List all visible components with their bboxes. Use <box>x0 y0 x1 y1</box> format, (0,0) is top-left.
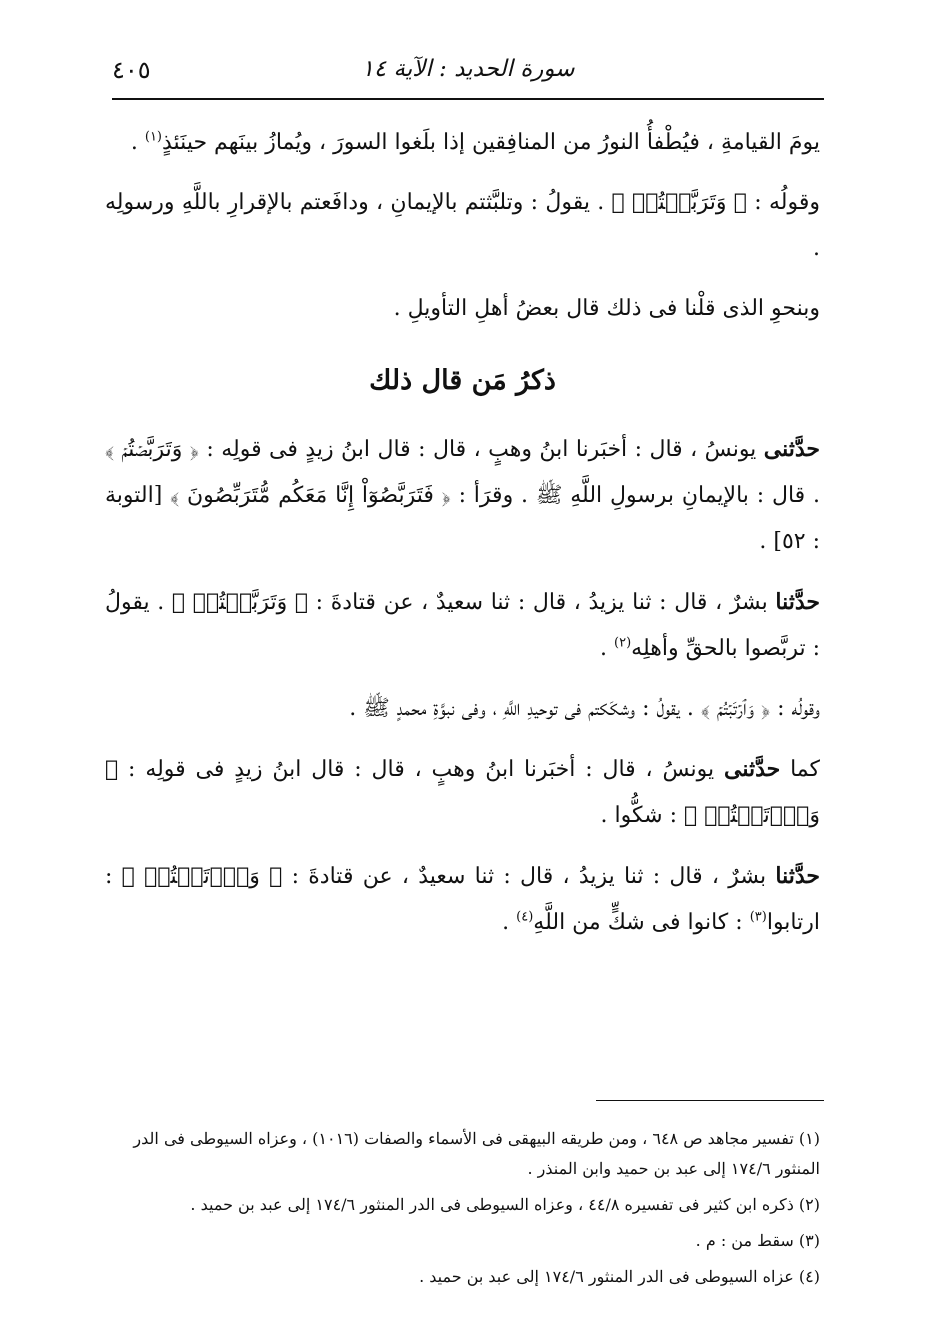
footnote-marker-3: (٣) <box>749 909 767 925</box>
footnote-1: (١) تفسير مجاهد ص ٦٤٨ ، ومن طريقه البيهقى فى الأسماء والصفات (١٠١٦) ، وعزاه السيوطى فى الدر المنثور ١٧٤/٦ إلى عبد بن حميد وابن المنذر . <box>133 1129 820 1178</box>
footnote-marker-4: (٤) <box>516 909 534 925</box>
paragraph-7-text: يونسُ ، قال : أخبَرنا ابنُ وهبٍ ، قال : قال ابنُ زيدٍ فى قولِه : ﴿ وَٱرۡتَبۡتُمۡ ﴾ : شكُّوا . <box>105 757 820 828</box>
footnote-rule <box>596 1100 824 1101</box>
narration-lead-7: حدَّثنى <box>724 756 781 782</box>
paragraph-8-mid: : كانوا فى شكٍّ من اللَّهِ <box>533 910 750 935</box>
narration-lead-8: حدَّثنا <box>775 863 820 889</box>
footnotes <box>105 1124 820 1298</box>
main-text <box>105 120 820 960</box>
paragraph-1-end: . <box>130 130 145 155</box>
footnote-4: (٤) عزاه السيوطى فى الدر المنثور ١٧٤/٦ إلى عبد بن حميد . <box>419 1267 820 1286</box>
header-rule <box>112 98 824 100</box>
paragraph-5-end: . <box>600 636 615 661</box>
paragraph-8 <box>105 853 820 946</box>
section-heading: ذكرُ مَن قال ذلك <box>369 365 556 396</box>
paragraph-5-text: بشرٌ ، قال : ثنا يزيدُ ، قال : ثنا سعيدٌ ، عن قتادةَ : ﴿ وَتَرَبَّصۡتُمۡ ﴾ . يقولُ : تربَّصوا بالحقِّ وأهلِه <box>105 590 820 661</box>
paragraph-7-pre: كما <box>780 757 820 782</box>
narration-lead-4: حدَّثنى <box>763 436 820 462</box>
footnote-marker-1: (١) <box>144 129 162 145</box>
narration-lead-5: حدَّثنا <box>775 589 820 615</box>
paragraph-7 <box>105 746 820 839</box>
paragraph-2: وقولُه : ﴿ وَتَرَبَّصۡتُمۡ ﴾ . يقولُ : وتلبَّثتم بالإيمانِ ، ودافَعتم بالإقرارِ باللَّهِ ورسولِه . <box>105 190 820 261</box>
footnote-marker-2: (٢) <box>614 635 632 651</box>
running-head: سورة الحديد : الآية ١٤ <box>361 56 575 82</box>
paragraph-4-text: يونسُ ، قال : أخبَرنا ابنُ وهبٍ ، قال : قال ابنُ زيدٍ فى قولِه : ﴿ وَتَرَبَّصۡتُمۡ ﴾ . قال : بالإيمانِ برسولِ اللَّهِ ﷺ . وقرَأ : ﴿ فَتَرَبَّصُوٓاْ إِنَّا مَعَكُم مُّتَرَبِّصُونَ ﴾ [التوبة : ٥٢] . <box>105 437 820 554</box>
paragraph-4 <box>105 426 820 565</box>
paragraph-8-end: . <box>502 910 517 935</box>
footnote-3: (٣) سقط من : م . <box>695 1231 820 1250</box>
page-header <box>112 48 824 98</box>
paragraph-3: وبنحوِ الذى قلْنا فى ذلك قال بعضُ أهلِ التأويلِ . <box>393 296 820 321</box>
page-number: ٤٠٥ <box>112 56 151 84</box>
paragraph-1-text: يومَ القيامةِ ، فيُطْفأُ النورُ من المنافِقين إذا بلَغوا السورَ ، ويُمازُ بينَهم حينَئذٍ <box>162 130 820 155</box>
paragraph-5 <box>105 579 820 672</box>
paragraph-6: وقولُه : ﴿ وَٱرۡتَبۡتُمۡ ﴾ . يقولُ : وشكَكتم فى توحيدِ اللَّهِ ، وفى نبوَّةِ محمدٍ ﷺ . <box>349 696 820 721</box>
footnote-2: (٢) ذكره ابن كثير فى تفسيره ٤٤/٨ ، وعزاه السيوطى فى الدر المنثور ١٧٤/٦ إلى عبد بن حميد . <box>190 1195 820 1214</box>
paragraph-8-text: بشرٌ ، قال : ثنا يزيدُ ، قال : ثنا سعيدٌ ، عن قتادةَ : ﴿ وَٱرۡتَبۡتُمۡ ﴾ : ارتابوا <box>105 864 820 935</box>
paragraph-1 <box>105 120 820 166</box>
